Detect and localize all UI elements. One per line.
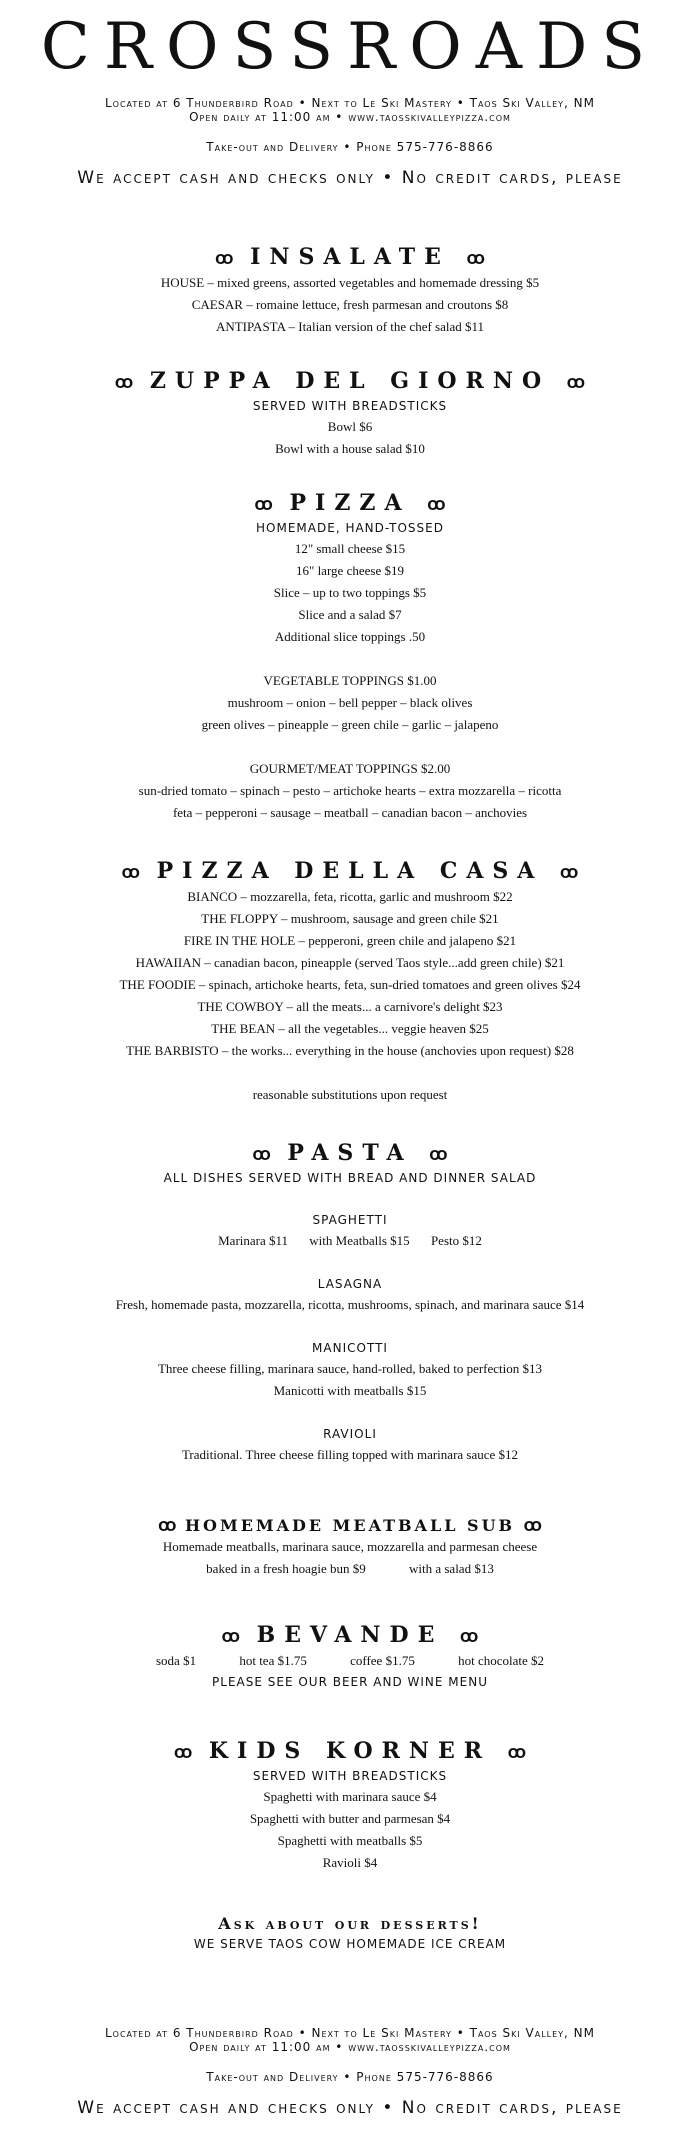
pizza-item-small: 12" small cheese $15: [294, 541, 406, 556]
pizza-heading: [0, 490, 700, 518]
casa-item-floppy: THE FLOPPY – mushroom, sausage and green chile $21: [201, 911, 499, 926]
pizza-meat-line-2: feta – pepperoni – sausage – meatball – canadian bacon – anchovies: [172, 805, 528, 820]
pizza-subtitle: HOMEMADE, HAND-TOSSED: [256, 521, 444, 535]
kids-subtitle: SERVED WITH BREADSTICKS: [252, 1769, 448, 1783]
pizza-meat-title: GOURMET/MEAT TOPPINGS $2.00: [249, 761, 451, 776]
insalate-item-antipasta: ANTIPASTA – Italian version of the chef salad $11: [215, 319, 485, 334]
ornament-left-icon: ꝏ: [221, 1626, 240, 1647]
ornament-left-icon: ꝏ: [158, 1515, 177, 1536]
bevande-coffee: coffee $1.75: [350, 1653, 415, 1668]
ornament-right-icon: ꝏ: [566, 372, 586, 393]
insalate-title: INSALATE: [250, 244, 450, 270]
pasta-spaghetti-title: SPAGHETTI: [312, 1213, 388, 1227]
pasta-manicotti-meatballs: Manicotti with meatballs $15: [273, 1383, 427, 1398]
pasta-spaghetti-meatballs: with Meatballs $15: [309, 1233, 410, 1248]
zuppa-subtitle: SERVED WITH BREADSTICKS: [252, 399, 448, 413]
pasta-lasagna-title: LASAGNA: [317, 1277, 383, 1291]
ornament-left-icon: ꝏ: [121, 862, 140, 883]
ornament-left-icon: ꝏ: [254, 494, 273, 515]
ornament-right-icon: ꝏ: [560, 862, 579, 883]
section-desserts: [0, 1914, 700, 1954]
ornament-left-icon: ꝏ: [252, 1144, 271, 1165]
section-sub: [0, 1516, 700, 1580]
casa-title: PIZZA DELLA CASA: [156, 858, 544, 884]
sub-price-salad: with a salad $13: [408, 1561, 494, 1576]
bevande-note: PLEASE SEE OUR BEER AND WINE MENU: [212, 1675, 488, 1689]
pasta-manicotti-title: MANICOTTI: [312, 1341, 388, 1355]
footer-hours: Open daily at 11:00 am • www.taosskivalleypizza.com: [189, 2040, 511, 2054]
zuppa-item-bowl-salad: Bowl with a house salad $10: [275, 441, 425, 456]
header-payment-notice: We accept cash and checks only • No credit cards, please: [77, 168, 623, 188]
pizza-item-slice: Slice – up to two toppings $5: [273, 585, 427, 600]
casa-item-foodie: THE FOODIE – spinach, artichoke hearts, feta, sun-dried tomatoes and green olives $24: [119, 977, 581, 992]
bevande-line: [0, 1650, 700, 1672]
zuppa-title: ZUPPA DEL GIORNO: [149, 368, 551, 394]
bevande-heading: [0, 1622, 700, 1650]
footer-address: Located at 6 Thunderbird Road • Next to Le Ski Mastery • Taos Ski Valley, NM: [104, 2026, 596, 2040]
sub-line-1: Homemade meatballs, marinara sauce, mozzarella and parmesan cheese: [162, 1539, 538, 1554]
section-bevande: [0, 1622, 700, 1692]
casa-item-fire: FIRE IN THE HOLE – pepperoni, green chile and jalapeno $21: [183, 933, 517, 948]
ornament-right-icon: ꝏ: [427, 494, 446, 515]
casa-item-hawaiian: HAWAIIAN – canadian bacon, pineapple (served Taos style...add green chile) $21: [135, 955, 565, 970]
kids-item-ravioli: Ravioli $4: [322, 1855, 378, 1870]
insalate-item-house: HOUSE – mixed greens, assorted vegetables and homemade dressing $5: [160, 275, 540, 290]
pizza-item-toppings: Additional slice toppings .50: [274, 629, 426, 644]
header-info: [0, 96, 700, 124]
kids-title: KIDS KORNER: [208, 1738, 492, 1764]
ornament-right-icon: ꝏ: [466, 248, 485, 269]
casa-item-barbisto: THE BARBISTO – the works... everything in the house (anchovies upon request) $28: [126, 1043, 574, 1058]
footer-phone: Take-out and Delivery • Phone 575-776-8866: [206, 2070, 494, 2084]
desserts-title: Ask about our desserts!: [218, 1914, 482, 1933]
logo-svg: [10, 10, 690, 80]
section-zuppa: [0, 368, 700, 460]
pizza-veg-line-2: green olives – pineapple – green chile – garlic – jalapeno: [201, 717, 499, 732]
logo-text: CROSSROADS: [40, 10, 660, 80]
pasta-title: PASTA: [287, 1140, 413, 1166]
sub-title: HOMEMADE MEATBALL SUB: [184, 1516, 516, 1535]
ornament-right-icon: ꝏ: [507, 1742, 527, 1763]
bevande-soda: soda $1: [155, 1653, 197, 1668]
footer-info: [0, 2026, 700, 2054]
casa-note: reasonable substitutions upon request: [252, 1087, 448, 1102]
header-address: Located at 6 Thunderbird Road • Next to Le Ski Mastery • Taos Ski Valley, NM: [104, 96, 596, 110]
pizza-veg-title: VEGETABLE TOPPINGS $1.00: [263, 673, 437, 688]
pasta-spaghetti-line: [0, 1230, 700, 1252]
zuppa-heading: [0, 368, 700, 396]
sub-price-bun: baked in a fresh hoagie bun $9: [206, 1561, 366, 1576]
pasta-subtitle: ALL DISHES SERVED WITH BREAD AND DINNER SALAD: [163, 1171, 537, 1185]
sub-line-2: [0, 1558, 700, 1580]
section-pasta: [0, 1140, 700, 1466]
bevande-hot-tea: hot tea $1.75: [239, 1653, 307, 1668]
sub-heading: [0, 1516, 700, 1536]
pasta-ravioli-title: RAVIOLI: [323, 1427, 377, 1441]
footer-payment-notice: We accept cash and checks only • No credit cards, please: [77, 2098, 623, 2118]
pizza-meat-line-1: sun-dried tomato – spinach – pesto – artichoke hearts – extra mozzarella – ricotta: [138, 783, 562, 798]
section-pizza: [0, 490, 700, 824]
pasta-manicotti-desc: Three cheese filling, marinara sauce, hand-rolled, baked to perfection $13: [157, 1361, 543, 1376]
casa-item-bianco: BIANCO – mozzarella, feta, ricotta, garlic and mushroom $22: [187, 889, 513, 904]
pasta-ravioli-desc: Traditional. Three cheese filling topped with marinara sauce $12: [181, 1447, 519, 1462]
pizza-veg-line-1: mushroom – onion – bell pepper – black olives: [227, 695, 473, 710]
header-phone: Take-out and Delivery • Phone 575-776-8866: [206, 140, 494, 154]
insalate-heading: [0, 244, 700, 272]
ornament-left-icon: ꝏ: [215, 248, 234, 269]
ornament-left-icon: ꝏ: [114, 372, 134, 393]
casa-heading: [0, 858, 700, 886]
bevande-title: BEVANDE: [256, 1622, 444, 1648]
bevande-hot-chocolate: hot chocolate $2: [458, 1653, 544, 1668]
pasta-lasagna-desc: Fresh, homemade pasta, mozzarella, ricotta, mushrooms, spinach, and marinara sauce $14: [115, 1297, 585, 1312]
zuppa-item-bowl: Bowl $6: [327, 419, 373, 434]
kids-item-meatballs: Spaghetti with meatballs $5: [277, 1833, 423, 1848]
kids-item-marinara: Spaghetti with marinara sauce $4: [263, 1789, 437, 1804]
pizza-title: PIZZA: [289, 490, 411, 516]
logo: [0, 10, 700, 80]
pizza-item-large: 16" large cheese $19: [296, 563, 404, 578]
ornament-left-icon: ꝏ: [173, 1742, 193, 1763]
casa-item-bean: THE BEAN – all the vegetables... veggie heaven $25: [211, 1021, 489, 1036]
section-insalate: [0, 244, 700, 338]
kids-item-butter: Spaghetti with butter and parmesan $4: [249, 1811, 451, 1826]
insalate-item-caesar: CAESAR – romaine lettuce, fresh parmesan and croutons $8: [191, 297, 509, 312]
section-kids: [0, 1738, 700, 1874]
header-hours: Open daily at 11:00 am • www.taosskivalleypizza.com: [189, 110, 511, 124]
kids-heading: [0, 1738, 700, 1766]
pasta-spaghetti-pesto: Pesto $12: [430, 1233, 482, 1248]
section-casa: [0, 858, 700, 1106]
ornament-right-icon: ꝏ: [523, 1515, 542, 1536]
ornament-right-icon: ꝏ: [429, 1144, 448, 1165]
pasta-heading: [0, 1140, 700, 1168]
pizza-item-slice-salad: Slice and a salad $7: [298, 607, 402, 622]
casa-item-cowboy: THE COWBOY – all the meats... a carnivore's delight $23: [197, 999, 503, 1014]
desserts-subtitle: WE SERVE TAOS COW HOMEMADE ICE CREAM: [193, 1937, 507, 1951]
pasta-spaghetti-marinara: Marinara $11: [218, 1233, 289, 1248]
ornament-right-icon: ꝏ: [460, 1626, 479, 1647]
